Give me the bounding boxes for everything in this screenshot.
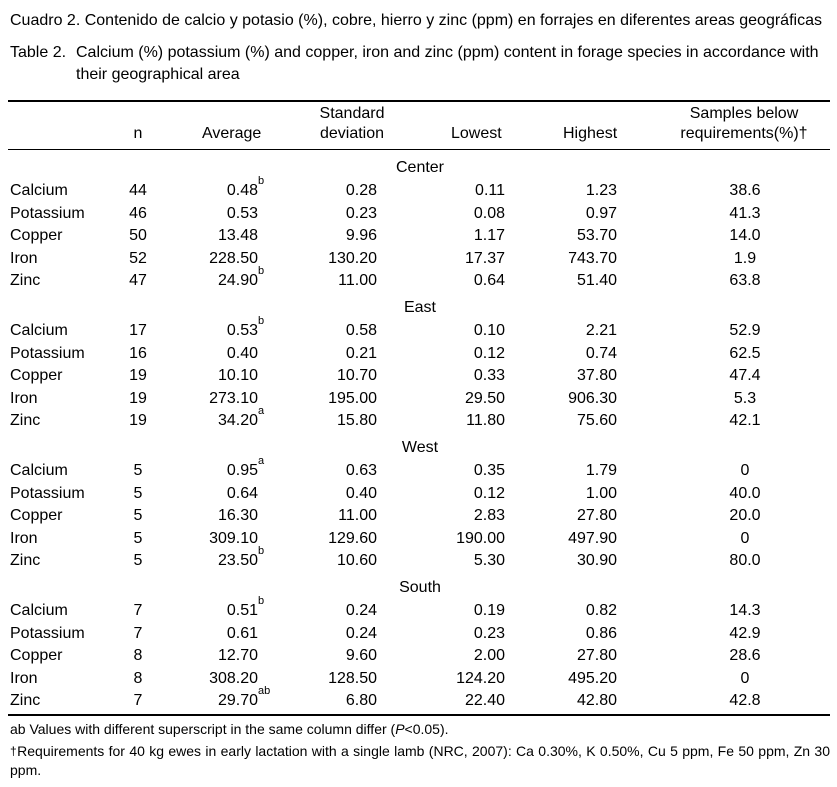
cell-below: 20.0 [729,507,761,524]
cell-below: 0 [740,669,750,687]
cell-average [227,203,258,225]
table-row [0,595,837,622]
cell-average-value: 273.10 [209,389,258,407]
header-sd-line1: Standard [319,105,385,122]
cell-lowest: 0.10 [473,322,505,339]
cell-highest: 75.60 [576,412,617,429]
cell-lowest: 29.50 [464,389,505,407]
cell-n: 44 [129,182,147,199]
cell-lowest: 5.30 [473,552,505,569]
header-lowest: Lowest [451,125,502,142]
cell-n: 7 [133,692,143,709]
cell-sd: 130.20 [328,249,377,267]
cell-lowest: 124.20 [456,669,505,687]
cell-lowest: 0.33 [473,367,505,384]
cell-n: 8 [133,669,143,687]
cell-below: 42.9 [729,624,761,642]
cell-lowest: 190.00 [456,529,505,547]
table-row [0,483,837,505]
cell-n: 5 [133,552,143,569]
cell-element: Copper [10,647,63,664]
cell-average-value: 34.20 [217,412,258,429]
cell-below: 52.9 [729,322,761,339]
cell-average-value: 0.61 [226,624,258,642]
cell-below: 38.6 [729,182,761,199]
cell-n: 16 [129,344,147,362]
cell-lowest: 2.83 [473,507,505,524]
header-below-line1: Samples below [689,105,799,122]
cell-lowest: 0.12 [473,344,505,362]
table-row [0,668,837,690]
region-heading-east: East [403,299,436,316]
table-row [0,528,837,550]
cell-highest: 906.30 [568,389,617,407]
cell-highest: 27.80 [576,507,617,524]
cell-n: 5 [133,507,143,524]
cell-average [227,483,258,505]
significance-superscript: a [258,455,265,467]
footnote-requirements-text: Requirements for 40 kg ewes in early lactation with a single lamb (NRC, 2007): Ca 0.30%, K 0.50%, Cu 5 ppm, Fe 50 ppm, Zn 30 ppm. [10,743,830,778]
cell-highest: 743.70 [568,249,617,267]
cell-average [226,175,265,202]
cell-element: Copper [10,507,63,524]
cell-highest: 37.80 [576,367,617,384]
cell-lowest: 0.64 [473,272,505,289]
region-heading-south: South [399,579,441,596]
cell-n: 5 [133,484,143,502]
header-below-line2: requirements(%)† [680,125,808,142]
cell-average-value: 0.53 [226,204,258,222]
cell-element: Potassium [10,624,85,642]
cell-average-value: 308.20 [209,669,258,687]
cell-n: 7 [133,602,143,619]
cell-highest: 2.21 [585,322,617,339]
caption-english [10,42,830,86]
cell-lowest: 22.40 [464,692,505,709]
region-heading-center: Center [395,159,445,176]
cell-average [217,545,265,572]
table-row [0,225,837,247]
cell-sd: 0.28 [345,182,377,199]
cell-lowest: 0.08 [473,204,505,222]
cell-element: Zinc [10,412,41,429]
cell-highest: 51.40 [576,272,617,289]
cell-sd: 129.60 [328,529,377,547]
cell-element: Calcium [10,602,68,619]
header-average: Average [202,125,262,142]
cell-n: 19 [129,389,147,407]
cell-average [218,365,258,387]
table-bottom-rule [8,714,830,716]
cell-average [227,343,258,365]
cell-element: Iron [10,249,38,267]
cell-sd: 9.96 [345,227,377,244]
cell-average-value: 0.51 [226,602,258,619]
cell-average [226,595,265,622]
cell-average [227,623,258,645]
table-row [0,365,837,387]
cell-highest: 497.90 [568,529,617,547]
cell-n: 46 [129,204,147,222]
cell-average-value: 228.50 [209,249,258,267]
cell-element: Potassium [10,484,85,502]
cell-average-value: 13.48 [217,227,258,244]
significance-superscript: b [258,265,265,277]
cell-sd: 9.60 [345,647,377,664]
table-row [0,343,837,365]
cell-lowest: 0.23 [473,624,505,642]
cell-sd: 15.80 [336,412,377,429]
table-row [0,405,837,432]
cell-highest: 495.20 [568,669,617,687]
cell-highest: 53.70 [576,227,617,244]
cell-below: 40.0 [729,484,761,502]
cell-below: 0 [740,529,750,547]
table-row [0,623,837,645]
cell-lowest: 0.12 [473,484,505,502]
cell-average [218,645,258,667]
footnote-dagger: † [10,744,18,758]
cell-below: 62.5 [729,344,761,362]
cell-sd: 128.50 [328,669,377,687]
cell-below: 63.8 [729,272,761,289]
table-row [0,203,837,225]
cell-below: 28.6 [729,647,761,664]
cell-below: 0 [740,462,750,479]
cell-below: 42.1 [729,412,761,429]
cell-sd: 0.24 [345,602,377,619]
cell-average-value: 23.50 [217,552,258,569]
table-header-rule [8,149,830,150]
table-row [0,645,837,667]
footnote-significance-suffix: <0.05). [404,721,449,737]
cell-element: Iron [10,529,38,547]
cell-average [226,455,265,482]
cell-element: Calcium [10,322,68,339]
table-row [0,505,837,527]
header-sd-line2: deviation [319,125,385,142]
cell-element: Potassium [10,204,85,222]
region-heading-west: West [401,439,439,456]
cell-average [209,388,258,410]
table-top-rule [8,100,830,102]
cell-average [209,668,258,690]
cell-n: 47 [129,272,147,289]
significance-superscript: ab [258,685,271,697]
cell-below: 5.3 [733,389,757,407]
cell-sd: 11.00 [338,507,377,524]
cell-below: 47.4 [729,367,761,384]
cell-n: 19 [129,367,147,384]
caption-english-text: Calcium (%) potassium (%) and copper, iron and zinc (ppm) content in forage species in accordance with their geographical area [76,44,819,83]
cell-average-value: 0.64 [226,484,258,502]
caption-english-label: Table 2. [10,44,67,61]
cell-n: 52 [129,249,147,267]
cell-average [218,225,258,247]
cell-lowest: 0.19 [473,602,505,619]
cell-n: 5 [133,462,143,479]
cell-highest: 1.79 [585,462,617,479]
header-highest: Highest [563,125,618,142]
cell-average-value: 24.90 [217,272,258,289]
cell-element: Zinc [10,272,41,289]
header-n: n [133,125,143,142]
cell-highest: 42.80 [576,692,617,709]
cell-lowest: 0.11 [475,182,505,199]
cell-element: Iron [10,389,38,407]
cell-below: 42.8 [729,692,761,709]
cell-highest: 30.90 [576,552,617,569]
table-row [0,315,837,342]
cell-below: 41.3 [729,204,761,222]
cell-highest: 0.82 [585,602,617,619]
cell-average-value: 309.10 [209,529,258,547]
significance-superscript: b [258,545,265,557]
cell-sd: 6.80 [345,692,377,709]
footnote-requirements [10,742,830,780]
cell-average-value: 0.95 [226,462,258,479]
table-row [0,265,837,292]
table-row [0,545,837,572]
cell-element: Iron [10,669,38,687]
cell-n: 50 [129,227,147,244]
cell-lowest: 1.17 [473,227,505,244]
footnote-significance [10,720,830,739]
cell-sd: 0.40 [345,484,377,502]
cell-element: Potassium [10,344,85,362]
cell-sd: 11.00 [338,272,377,289]
cell-lowest: 2.00 [473,647,505,664]
cell-average [226,315,265,342]
cell-sd: 0.24 [345,624,377,642]
table-row [0,685,837,712]
cell-n: 8 [133,647,143,664]
table-row [0,455,837,482]
caption-spanish: Cuadro 2. Contenido de calcio y potasio (%), cobre, hierro y zinc (ppm) en forrajes en diferentes areas geográficas [10,12,822,29]
cell-average-value: 0.40 [226,344,258,362]
cell-average [217,265,265,292]
cell-element: Calcium [10,462,68,479]
cell-element: Copper [10,227,63,244]
cell-average [209,248,258,270]
cell-average-value: 0.48 [226,182,258,199]
cell-n: 17 [129,322,147,339]
significance-superscript: b [258,595,265,607]
cell-average [217,405,265,432]
cell-below: 80.0 [729,552,761,569]
cell-n: 5 [133,529,143,547]
cell-average [209,528,258,550]
cell-sd: 0.21 [345,344,377,362]
cell-lowest: 0.35 [473,462,505,479]
cell-below: 1.9 [733,249,757,267]
cell-below: 14.3 [729,602,761,619]
cell-average-value: 16.30 [217,507,258,524]
footnote-significance-italic: P [395,721,405,737]
table-row [0,248,837,270]
cell-highest: 0.74 [585,344,617,362]
cell-sd: 0.63 [345,462,377,479]
cell-highest: 0.86 [585,624,617,642]
cell-average-value: 29.70 [217,692,258,709]
cell-element: Calcium [10,182,68,199]
cell-average-value: 10.10 [217,367,258,384]
cell-lowest: 11.80 [466,412,505,429]
cell-highest: 27.80 [576,647,617,664]
cell-highest: 1.00 [585,484,617,502]
cell-below: 14.0 [729,227,761,244]
cell-average [218,505,258,527]
cell-highest: 1.23 [585,182,617,199]
significance-superscript: b [258,175,265,187]
cell-sd: 10.60 [336,552,377,569]
table-row [0,175,837,202]
footnote-significance-prefix: ab Values with different superscript in the same column differ ( [10,721,396,737]
cell-highest: 0.97 [585,204,617,222]
significance-superscript: b [258,315,265,327]
cell-element: Copper [10,367,63,384]
cell-average [217,685,271,712]
cell-lowest: 17.37 [464,249,505,267]
cell-sd: 195.00 [328,389,377,407]
cell-sd: 0.58 [345,322,377,339]
cell-sd: 10.70 [336,367,377,384]
table-row [0,388,837,410]
significance-superscript: a [258,405,265,417]
cell-n: 7 [133,624,143,642]
cell-average-value: 12.70 [217,647,258,664]
cell-average-value: 0.53 [226,322,258,339]
cell-element: Zinc [10,692,41,709]
cell-n: 19 [129,412,147,429]
cell-element: Zinc [10,552,41,569]
cell-sd: 0.23 [345,204,377,222]
